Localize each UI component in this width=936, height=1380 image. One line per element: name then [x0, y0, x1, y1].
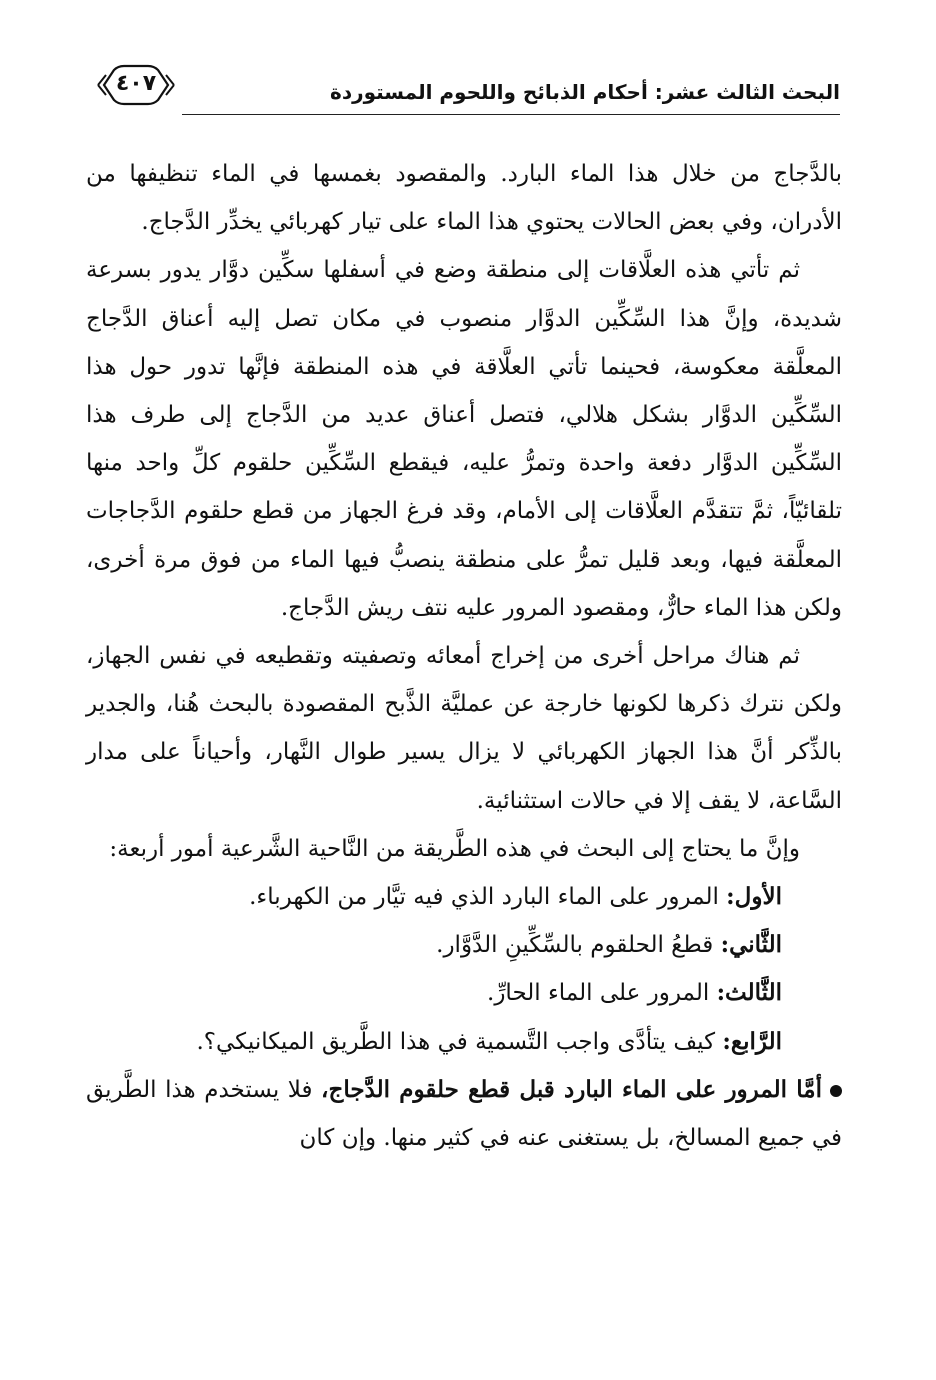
numbered-list: [86, 873, 842, 1066]
list-text: المرور على الماء البارد الذي فيه تيَّار من الكهرباء.: [249, 884, 727, 911]
list-item: [86, 1018, 842, 1066]
list-item: [86, 873, 842, 921]
running-header-title: البحث الثالث عشر: أحكام الذبائح واللحوم المستوردة: [330, 80, 840, 104]
bullet-text: فلا يستخدم هذا الطَّريق في جميع المسالخ، بل يستغنى عنه في كثير منها. وإن كان: [86, 1076, 842, 1152]
page-number-ornament: [94, 62, 178, 108]
paragraph-continued: بالدَّجاج من خلال هذا الماء البارد. والمقصود بغمسها في الماء تنظيفها من الأدران، وفي بعض الحالات يحتوي هذا الماء على تيار كهربائي يخدِّر الدَّجاج.: [86, 161, 842, 236]
list-item: [86, 969, 842, 1017]
list-item: [86, 921, 842, 969]
bullet-paragraph: [86, 1066, 842, 1162]
header-rule: [182, 114, 840, 115]
page-header: [88, 62, 840, 122]
list-text: قطعُ الحلقوم بالسِّكِّينِ الدَّوَّار.: [436, 932, 721, 959]
page-number: ٤٠٧: [115, 71, 157, 96]
bullet-lead: أمَّا المرور على الماء البارد قبل قطع حلقوم الدَّجاج،: [321, 1075, 822, 1103]
list-term: الثَّاني:: [720, 931, 782, 959]
list-term: الأول:: [726, 883, 782, 911]
list-text: المرور على الماء الحارِّ.: [487, 980, 717, 1007]
paragraph: وإنَّ ما يحتاج إلى البحث في هذه الطَّريقة من النَّاحية الشَّرعية أمور أربعة:: [109, 835, 800, 862]
main-text: [86, 150, 842, 1162]
bullet-icon: [830, 1085, 842, 1097]
list-text: كيف يتأدَّى واجب التَّسمية في هذا الطَّريق الميكانيكي؟.: [196, 1028, 723, 1055]
list-term: الثَّالث:: [716, 979, 782, 1007]
paragraph: ثم تأتي هذه العلَّاقات إلى منطقة وضع في أسفلها سكِّين دوَّار يدور بسرعة شديدة، وإنَّ هذا السِّكِّين الدوَّار منصوب في مكان تصل إليه أعناق الدَّجاج المعلَّقة معكوسة، فحينما تأتي العلَّاقة في هذه المنطقة فإنَّها تدور حول هذا السِّكِّين الدوَّار بشكل هلالي، فتصل أعناق عديد من الدَّجاج إلى طرف هذا السِّكِّين الدوَّار دفعة واحدة وتمرُّ عليه، فيقطع السِّكِّين حلقوم كلِّ واحد منها تلقائيّاً، ثمَّ تتقدَّم العلَّاقات إلى الأمام، وقد فرغ الجهاز من قطع حلقوم الدَّجاجات المعلَّقة فيها، وبعد قليل تمرُّ على منطقة ينصبُّ فيها الماء من فوق مرة أخرى، ولكن هذا الماء حارٌّ، ومقصود المرور عليه نتف ريش الدَّجاج.: [86, 257, 842, 621]
paragraph: ثم هناك مراحل أخرى من إخراج أمعائه وتصفيته وتقطيعه في نفس الجهاز، ولكن نترك ذكرها لكونها خارجة عن عمليَّة الذَّبح المقصودة بالبحث هُنا، والجدير بالذِّكر أنَّ هذا الجهاز الكهربائي لا يزال يسير طوال النَّهار، وأحياناً على مدار السَّاعة، لا يقف إلا في حالات استثنائية.: [86, 643, 842, 814]
list-term: الرَّابع:: [722, 1027, 782, 1055]
